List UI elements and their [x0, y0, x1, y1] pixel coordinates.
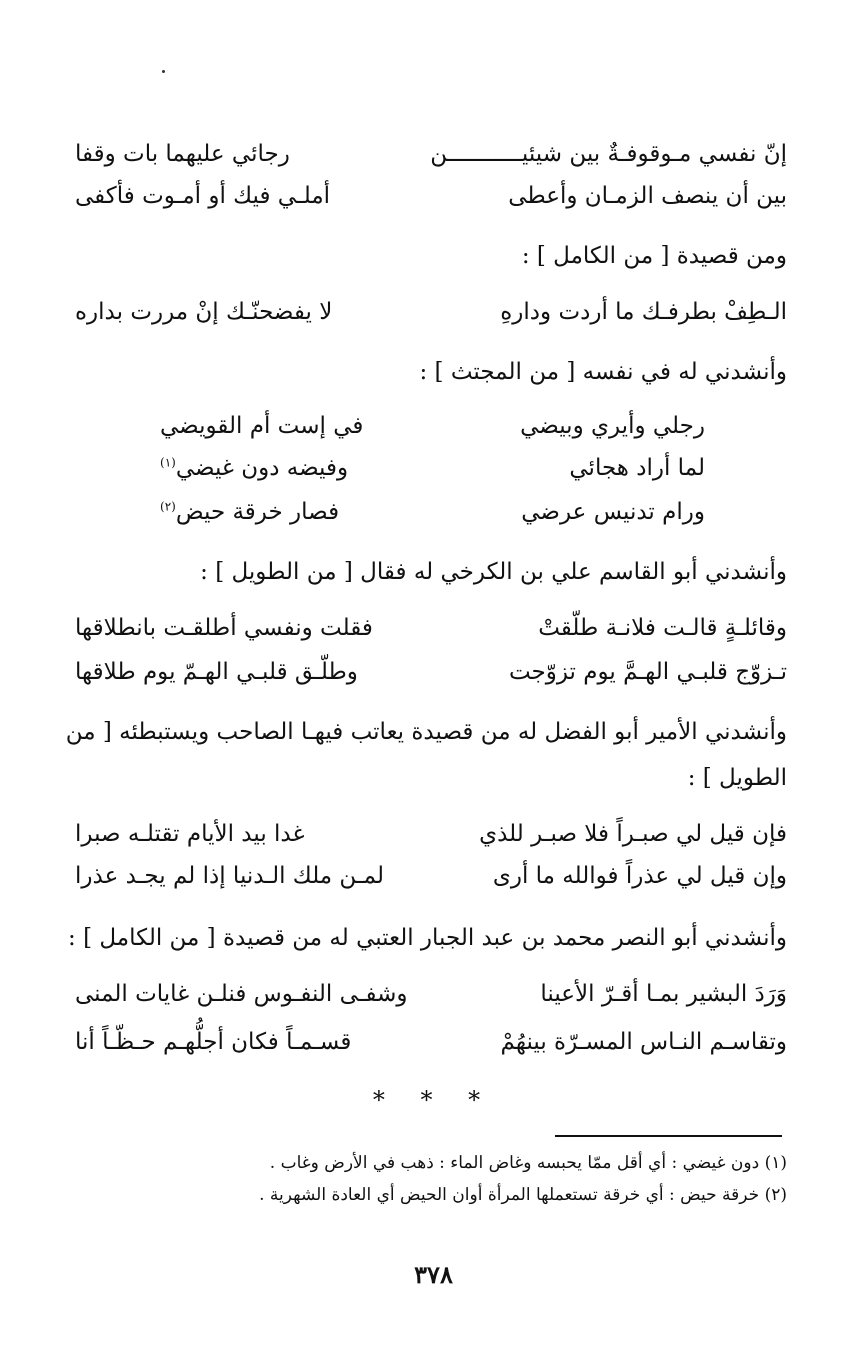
poem-introduction: وأنشدني له في نفسه [ من المجتث ] :	[419, 359, 787, 385]
verse-second-hemistich: غدا بيد الأيام تقتلـه صبرا	[75, 821, 305, 847]
verse-text: فصار خرقة حيض	[175, 499, 340, 525]
footnote: (٢) خرقة حيض : أي خرقة تستعملها المرأة أوان الحيض أي العادة الشهرية .	[259, 1185, 787, 1205]
verse-first-hemistich: لما أراد هجائي	[569, 455, 705, 481]
section-separator: * * *	[372, 1086, 495, 1114]
verse-second-hemistich: في إست أم القويضي	[160, 413, 364, 439]
verse-first-hemistich: بين أن ينصف الزمـان وأعطى	[508, 183, 787, 209]
poem-introduction: وأنشدني أبو القاسم علي بن الكرخي له فقال [ من الطويل ] :	[200, 559, 787, 585]
verse-line	[75, 176, 787, 216]
verse-line	[75, 814, 787, 854]
verse-second-hemistich: رجائي عليهما بات وقفا	[75, 141, 290, 167]
footnote-marker: (١)	[160, 455, 176, 470]
verse-second-hemistich: أملـي فيك أو أمـوت فأكفى	[75, 183, 331, 209]
verse-second-hemistich: لمـن ملك الـدنيا إذا لم يجـد عذرا	[75, 863, 384, 889]
verse-first-hemistich: إنّ نفسي مـوقوفـةٌ بين شيئيـــــــــــن	[430, 141, 787, 167]
verse-line	[75, 856, 787, 896]
verse-first-hemistich: الـطِفْ بطرفـك ما أردت ودارهِ	[500, 299, 787, 325]
verse-second-hemistich: وطلّـق قلبـي الهـمّ يوم طلاقها	[75, 659, 358, 685]
footnote-rule	[555, 1135, 782, 1137]
verse-second-hemistich	[160, 448, 348, 488]
verse-first-hemistich: ورام تدنيس عرضي	[521, 499, 705, 525]
verse-line	[75, 134, 787, 174]
verse-second-hemistich: وشفـى النفـوس فنلـن غايات المنى	[75, 981, 408, 1007]
footnote: (١) دون غيضي : أي أقل ممّا يحبسه وغاض الماء : ذهب في الأرض وغاب .	[269, 1153, 787, 1173]
verse-second-hemistich: قسـمـاً فكان أجلُّهـم حـظّـاً أنا	[75, 1029, 352, 1055]
verse-first-hemistich: فإن قيل لي صبـراً فلا صبـر للذي	[479, 821, 787, 847]
verse-first-hemistich: وإن قيل لي عذراً فوالله ما أرى	[492, 863, 787, 889]
poem-introduction: وأنشدني أبو النصر محمد بن عبد الجبار العتبي له من قصيدة [ من الكامل ] :	[68, 925, 787, 951]
verse-text: وفيضه دون غيضي	[175, 455, 349, 481]
verse-line	[160, 448, 705, 488]
ink-speck	[162, 70, 165, 73]
page-number: ٣٧٨	[414, 1260, 453, 1289]
footnote-marker: (٢)	[160, 499, 176, 514]
poem-introduction: ومن قصيدة [ من الكامل ] :	[521, 243, 787, 269]
verse-first-hemistich: تـزوّج قلبـي الهـمَّ يوم تزوّجت	[508, 659, 787, 685]
verse-first-hemistich: وتقاسـم النـاس المسـرّة بينهُمْ	[500, 1029, 787, 1055]
verse-second-hemistich: لا يفضحنّـك إنْ مررت بداره	[75, 299, 333, 325]
verse-line	[75, 1022, 787, 1062]
poem-introduction-continued: الطويل ] :	[687, 765, 787, 791]
verse-first-hemistich: وَرَدَ البشير بمـا أقـرّ الأعينا	[540, 981, 787, 1007]
verse-line	[75, 974, 787, 1014]
verse-line	[75, 608, 787, 648]
verse-line	[160, 492, 705, 532]
poem-introduction: وأنشدني الأمير أبو الفضل له من قصيدة يعاتب فيهـا الصاحب ويستبطئه [ من	[65, 719, 787, 745]
verse-line	[160, 406, 705, 446]
verse-first-hemistich: رجلي وأيري وبيضي	[520, 413, 705, 439]
verse-second-hemistich: فقلت ونفسي أطلقـت بانطلاقها	[75, 615, 373, 641]
verse-line	[75, 292, 787, 332]
verse-first-hemistich: وقائلـةٍ قالـت فلانـة طلّقتْ	[538, 615, 787, 641]
verse-second-hemistich	[160, 492, 339, 532]
verse-line	[75, 652, 787, 692]
